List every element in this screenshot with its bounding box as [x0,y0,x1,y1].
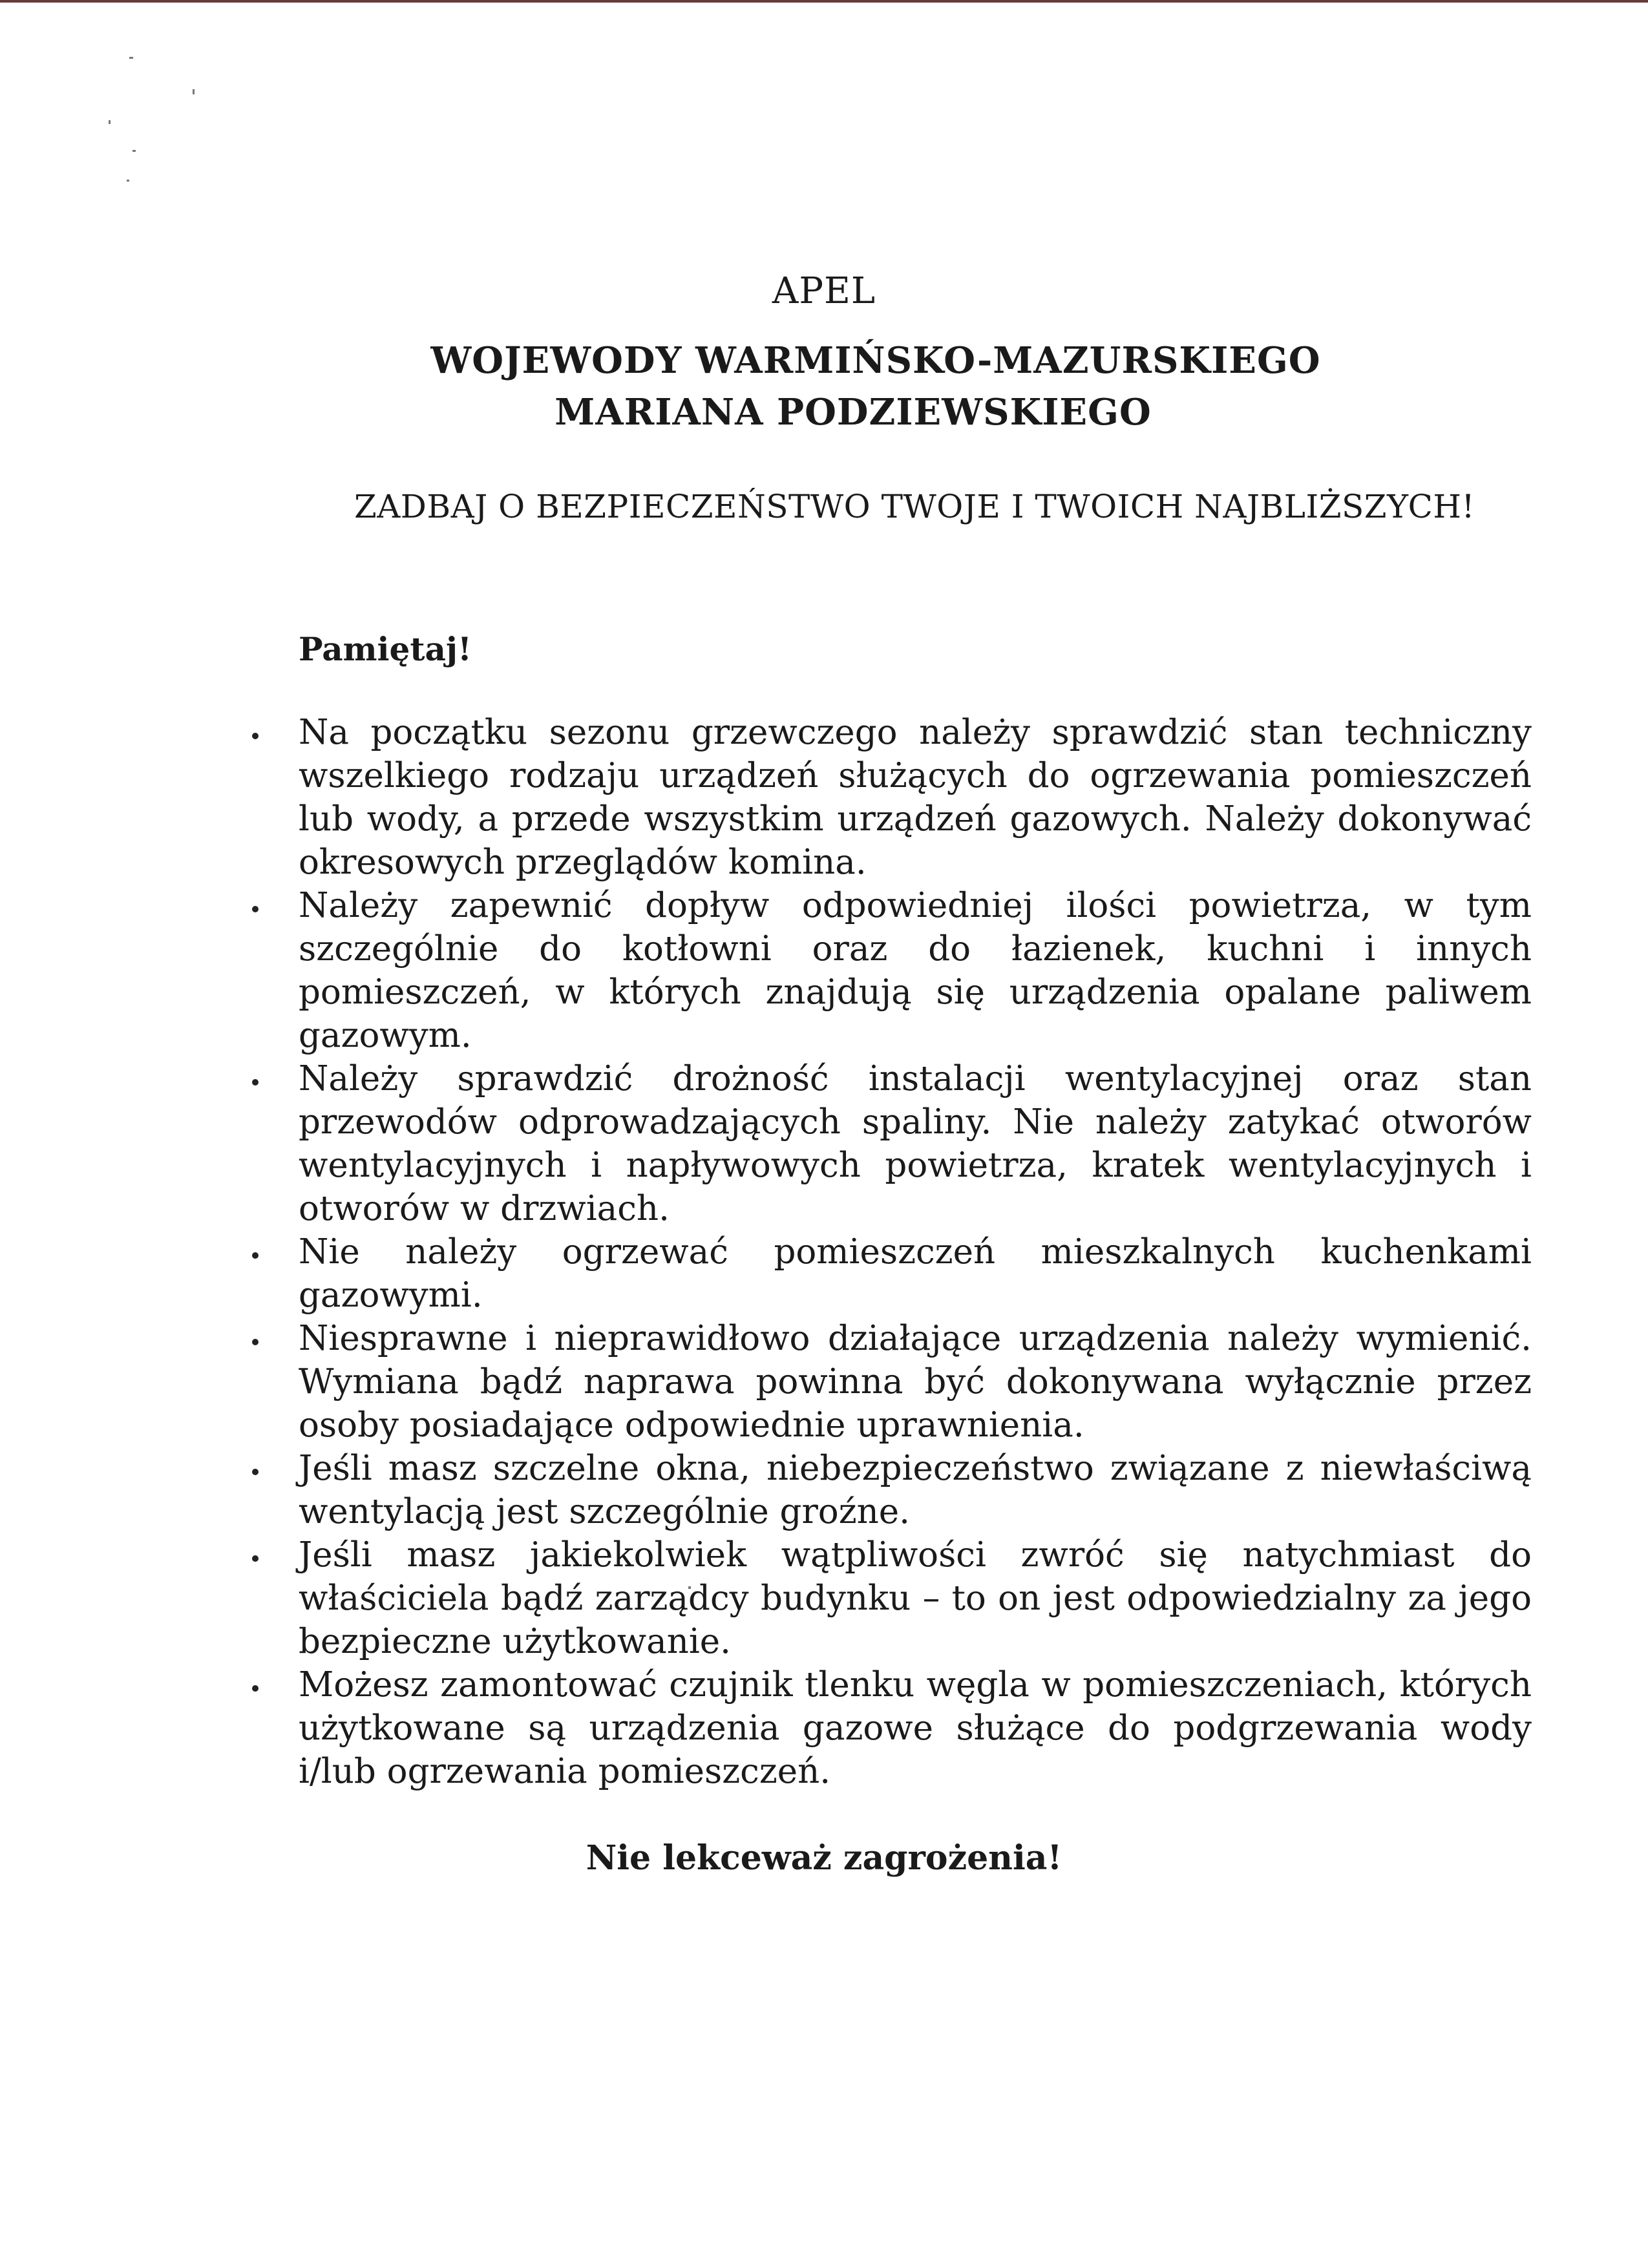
list-item [246,1533,1532,1663]
bullet-icon [252,1555,259,1562]
speck [193,89,195,94]
author-line-2: MARIANA PODZIEWSKIEGO [555,391,1152,434]
bullet-icon [252,1252,259,1259]
speck [129,57,133,59]
speck [132,150,136,152]
scan-top-edge [0,0,1648,3]
list-item [246,711,1532,884]
list-item [246,1317,1532,1447]
document-subtitle: ZADBAJ O BEZPIECZEŃSTWO TWOJE I TWOICH NAJBLIŻSZYCH! [354,488,1475,525]
list-item-text: Nie należy ogrzewać pomieszczeń mieszkalnych kuchenkami gazowymi. [299,1232,1532,1315]
bullet-icon [252,1469,259,1475]
list-item [246,1057,1532,1230]
list-item-text: Jeśli masz jakiekolwiek wątpliwości zwróć się natychmiast do właściciela bądź zarządcy budynku – to on jest odpowiedzialny za jego bezpieczne użytkowanie. [299,1535,1532,1661]
closing-statement: Nie lekceważ zagrożenia! [586,1838,1062,1878]
list-item [246,1663,1532,1793]
list-item-text: Jeśli masz szczelne okna, niebezpieczeństwo związane z niewłaściwą wentylacją jest szczególnie groźne. [299,1449,1532,1531]
document-title: APEL [772,270,876,312]
list-item-text: Należy sprawdzić drożność instalacji wentylacyjnej oraz stan przewodów odprowadzających spaliny. Nie należy zatykać otworów wentylacyjnych i napływowych powietrza, kratek wentylacyjnych i otworów w drzwiach. [299,1059,1532,1228]
list-item-text: Należy zapewnić dopływ odpowiedniej ilości powietrza, w tym szczególnie do kotłowni oraz do łazienek, kuchni i innych pomieszczeń, w których znajdują się urządzenia opalane paliwem gazowym. [299,886,1532,1055]
speck [127,180,129,182]
bullet-icon [252,906,259,912]
remember-heading: Pamiętaj! [299,630,472,668]
bullet-icon [252,1079,259,1086]
speck [109,120,111,124]
bullet-icon [252,1685,259,1692]
bullet-icon [252,733,259,739]
bullet-icon [252,1339,259,1345]
author-line-1: WOJEWODY WARMIŃSKO-MAZURSKIEGO [430,339,1321,382]
list-item-text: Na początku sezonu grzewczego należy sprawdzić stan techniczny wszelkiego rodzaju urządzeń służących do ogrzewania pomieszczeń lub wody, a przede wszystkim urządzeń gazowych. Należy dokonywać okresowych przeglądów komina. [299,713,1532,882]
advice-list [246,711,1532,1793]
list-item [246,1447,1532,1533]
list-item-text: Niesprawne i nieprawidłowo działające urządzenia należy wymienić. Wymiana bądź naprawa powinna być dokonywana wyłącznie przez osoby posiadające odpowiednie uprawnienia. [299,1319,1532,1445]
list-item-text: Możesz zamontować czujnik tlenku węgla w pomieszczeniach, których użytkowane są urządzenia gazowe służące do podgrzewania wody i/lub ogrzewania pomieszczeń. [299,1665,1532,1791]
list-item [246,884,1532,1057]
list-item [246,1230,1532,1317]
